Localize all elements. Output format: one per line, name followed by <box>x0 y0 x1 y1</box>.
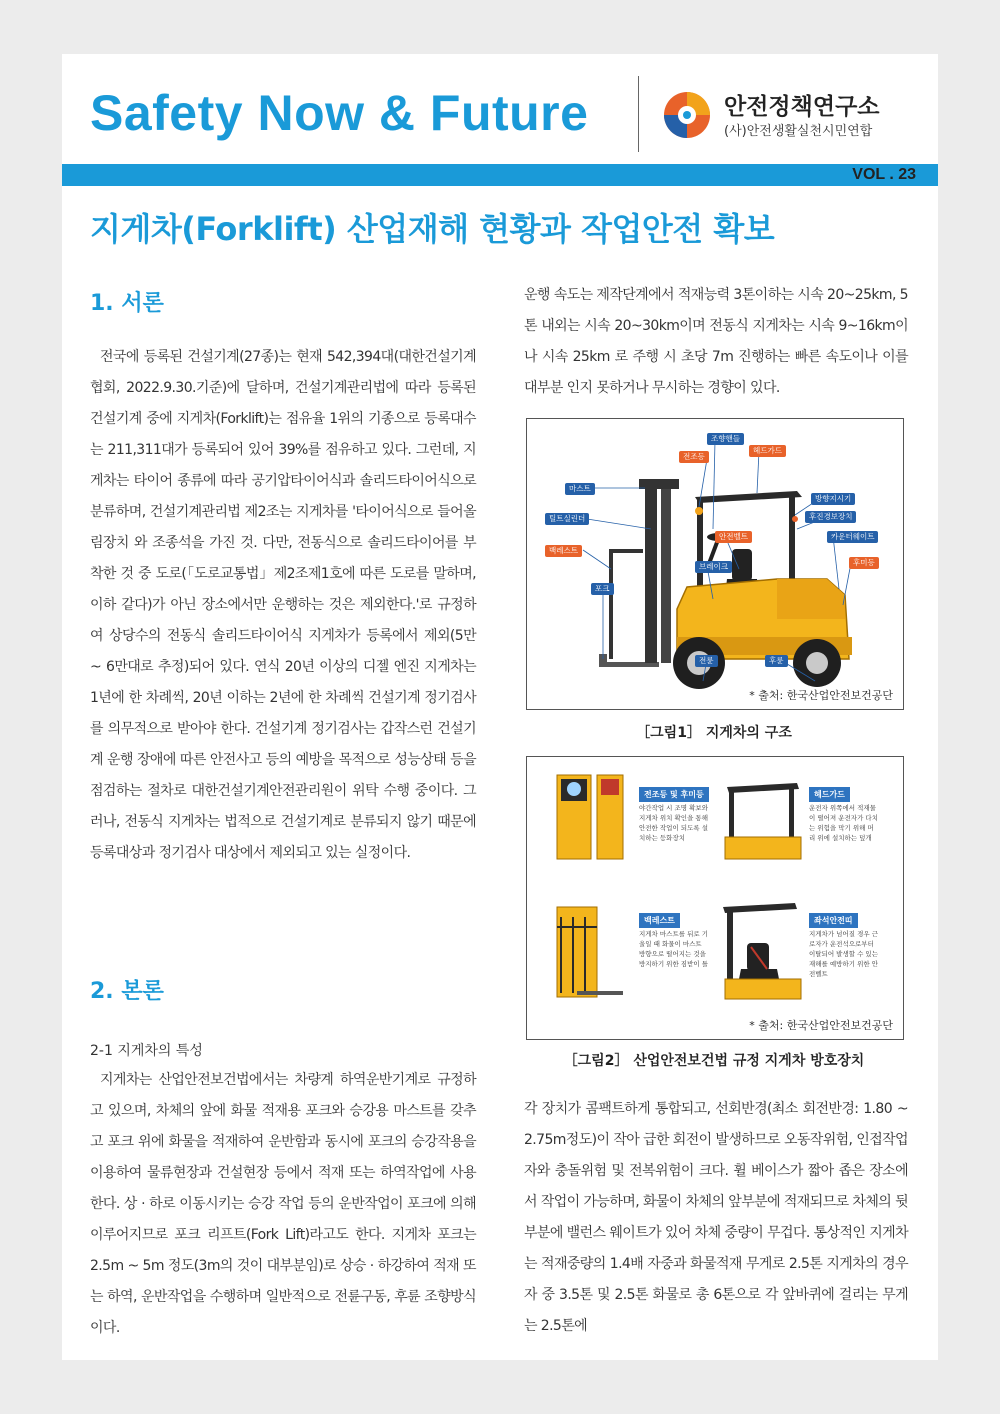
document-page <box>62 54 938 1360</box>
page-header <box>62 54 938 162</box>
org-name: 안전정책연구소 <box>724 94 880 120</box>
panel-text-backrest: 지게차 마스트를 뒤로 기울일 때 화물이 마스트 방향으로 떨어지는 것을 방지하기 위한 짐받이 틀 <box>639 930 708 968</box>
label-head-guard: 헤드가드 <box>749 445 786 457</box>
section-heading-body: 2. 본론 <box>90 979 164 1004</box>
panel-text-head-guard: 운전자 위쪽에서 적재물이 떨어져 운전자가 다치는 위험을 막기 위해 머리 위에 설치하는 덮개 <box>809 804 878 842</box>
label-brake: 브레이크 <box>695 561 732 573</box>
label-fork: 포크 <box>591 583 614 595</box>
label-backrest: 백레스트 <box>545 545 582 557</box>
intro-body <box>90 342 476 869</box>
label-rear-light: 후미등 <box>849 557 879 569</box>
org-subtitle: (사)안전생활실천시민연합 <box>724 124 873 139</box>
label-steering-wheel: 조향핸들 <box>707 433 744 445</box>
label-tilt-cylinder: 틸트실린더 <box>545 513 589 525</box>
figure1-source: * 출처: 한국산업안전보건공단 <box>749 689 893 702</box>
subsection-heading: 2-1 지게차의 특성 <box>90 1043 203 1059</box>
newsletter-brand: Safety Now & Future <box>90 85 589 141</box>
figure2-source: * 출처: 한국산업안전보건공단 <box>749 1019 893 1032</box>
org-emblem-icon <box>662 90 712 140</box>
figure1-caption: ［그림1］ 지게차의 구조 <box>636 725 792 741</box>
panel-title-head-guard: 헤드가드 <box>809 787 850 802</box>
section-heading-intro: 1. 서론 <box>90 291 164 316</box>
speed-paragraph: 운행 속도는 제작단계에서 적재능력 3톤이하는 시속 20~25km, 5톤 내외는 시속 20~30km이며 전동식 지게차는 시속 9~16km이나 시속 25km 로 주행 시 초당 7m 진행하는 빠른 속도이나 이를 대부분 인지 못하거나 무시하는 경향이 있다. <box>524 287 908 396</box>
intro-paragraph: 전국에 등록된 건설기계(27종)는 현재 542,394대(대한건설기계협회, 2022.9.30.기준)에 달하며, 건설기계관리법에 따라 등록된 건설기계 중에 지게차(Forklift)는 점유율 1위의 기종으로 등록대수는 211,311대가 등록되어 있어 39%를 점유하고 있다. 그런데, 지게차는 타이어 종류에 따라 공기압타이어식과 솔리드타이어식으로 분류하며, 건설기계관리법 제2조는 지게차를 '타이어식으로 들어올림장치 와 조종석을 가진 것. 다만, 전동식으로 솔리드타이어를 부착한 것 중 도로(「도로교통법」제2조제1호에 따른 도로를 말하며, 이하 같다)가 아닌 장소에서만 운행하는 것은 제외한다.'로 규정하여 상당수의 전동식 솔리드타이어식 지게차가 등록에서 제외(5만 ~ 6만대로 추정)되어 있다. 연식 20년 이상의 디젤 엔진 지게차는 1년에 한 차례씩, 20년 이하는 2년에 한 차례씩 건설기계 정기검사를 의무적으로 받아야 한다. 건설기계 정기검사는 갑작스런 건설기계 운행 장애에 따른 안전사고 등의 예방을 목적으로 성능상태 등을 점검하는 절차로 대한건설기계안전관리원이 위탁 수행 중이다. 그러나, 전동식 지게차는 법적으로 건설기계로 분류되지 않기 때문에 등록대상과 정기검사 대상에서 제외되고 있는 실정이다. <box>90 349 476 861</box>
panel-title-backrest: 백레스트 <box>639 913 680 928</box>
label-counterweight: 카운터웨이트 <box>827 531 878 543</box>
figure-forklift-structure <box>526 418 904 710</box>
panel-title-lights: 전조등 및 후미등 <box>639 787 709 802</box>
figure-safety-devices <box>526 756 904 1040</box>
header-divider <box>638 76 639 152</box>
label-reverse-alarm: 후진경보장치 <box>805 511 856 523</box>
panel-text-lights: 야간작업 시 조명 확보와 지게차 위치 확인을 통해 안전한 작업이 되도록 설치하는 등화장치 <box>639 804 708 842</box>
label-headlight: 전조등 <box>679 451 709 463</box>
label-front-wheel: 전륜 <box>695 655 718 667</box>
figure2-caption: ［그림2］ 산업안전보건법 규정 지게차 방호장치 <box>563 1053 865 1069</box>
label-rear-wheel: 후륜 <box>765 655 788 667</box>
org-logo <box>662 88 932 144</box>
panel-title-seatbelt: 좌석안전띠 <box>809 913 858 928</box>
right-bottom-body <box>524 1094 908 1342</box>
right-top-body <box>524 280 908 404</box>
volume-number: VOL . 23 <box>852 166 916 183</box>
label-mast: 마스트 <box>565 483 595 495</box>
device-paragraph: 각 장치가 콤팩트하게 통합되고, 선회반경(최소 회전반경: 1.80 ~ 2.75m정도)이 작아 급한 회전이 발생하므로 오동작위험, 인접작업자와 충돌위험 및 전복위험이 크다. 휠 베이스가 짧아 좁은 장소에서 작업이 가능하며, 화물이 차체의 앞부분에 적재되므로 차체의 뒷부분에 밸런스 웨이트가 있어 차체 중량이 무겁다. 통상적인 지게차는 적재중량의 1.4배 자중과 화물적재 무게로 2.5톤 지게차의 경우 자 중 3.5톤 및 2.5톤 화물로 총 6톤으로 각 앞바퀴에 걸리는 무게는 2.5톤에 <box>524 1101 908 1334</box>
label-turn-signal: 방향지시기 <box>811 493 855 505</box>
body-section <box>90 1065 476 1344</box>
panel-text-seatbelt: 지게차가 넘어질 경우 근로자가 운전석으로부터 이탈되어 발생할 수 있는 재해를 예방하기 위한 안전벨트 <box>809 930 878 978</box>
header-bar <box>62 164 938 186</box>
label-seatbelt: 안전벨트 <box>715 531 752 543</box>
body-paragraph: 지게차는 산업안전보건법에서는 차량계 하역운반기계로 규정하고 있으며, 차체의 앞에 화물 적재용 포크와 승강용 마스트를 갖추고 포크 위에 화물을 적재하여 운반함과 동시에 포크의 승강작용을 이용하여 물류현장과 건설현장 등에서 적재 또는 하역작업에 사용한다. 상 · 하로 이동시키는 승강 작업 등의 운반작업이 포크에 의해 이루어지므로 포크 리프트(Fork Lift)라고도 한다. 지게차 포크는 2.5m ~ 5m 정도(3m의 것이 대부분임)로 상승 · 하강하여 적재 또는 하역, 운반작업을 수행하며 일반적으로 전륜구동, 후륜 조향방식이다. <box>90 1072 476 1336</box>
article-title: 지게차(Forklift) 산업재해 현황과 작업안전 확보 <box>90 210 775 248</box>
